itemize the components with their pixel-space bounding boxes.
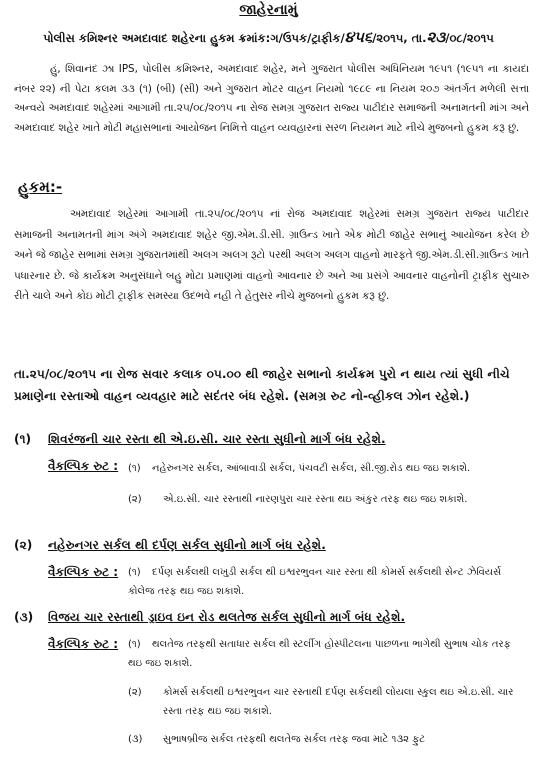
route-3-alt-1 xyxy=(128,635,528,673)
route-3-alt-label: વૈકલ્પિક રુટ : xyxy=(48,637,119,651)
order-day-handwritten: ૨૩ xyxy=(426,28,446,46)
alt-text: દર્પણ સર્કલથી લખુડી સર્કલ થી ઇશ્વરભુવન ચાર રસ્તા થી કોમર્સ સર્કલથી સેન્ટ ઝેવિયર્સ કોલેજ તરફ થઇ જઇ શકાશે. xyxy=(128,567,502,597)
alt-index: (૧) xyxy=(128,567,141,578)
alt-text: થલતેજ તરફથી સતાધાર સર્કલ થી સ્ટર્લીગ હોસ્પીટલના પાછળના ભાગેથી સુભાષ ચોક તરફ થઇ જઇ શકાશે. xyxy=(128,639,511,669)
order-year: /૨૦૧૫, તા. xyxy=(372,31,427,45)
route-1-alt-1 xyxy=(128,459,528,478)
route-3-alt-2-index: (૨) xyxy=(128,687,142,698)
route-1-alt-label: વૈકલ્પિક રુટ : xyxy=(48,459,119,473)
route-3-alt-3-text: સુભાષબ્રીજ સર્કલ તરફથી થલતેજ સર્કલ તરફ જવા માટે ૧૩૨ ફુટ xyxy=(163,734,426,745)
route-3-alt-2-text: કોમર્સ સર્કલથી ઇશ્વરભુવન ચાર રસ્તાથી દર્પણ સર્કલથી લોયલા સ્કુલ થઇ એ.ઇ.સી. ચાર રસ્તા તરફ થઇ જઇ શકાશે. xyxy=(163,687,514,717)
order-prefix: પોલીસ કમિશ્નર અમદાવાદ શહેરના હુકમ ક્રમાંક:ગ/ઉપક/ટ્રાફીક/ xyxy=(43,31,345,45)
hukam-heading: હુકમ:- xyxy=(18,178,63,196)
alt-text: નહેરુનગર સર્કલ, આંબાવાડી સર્કલ, પંચવટી સર્કલ, સી.જી.રોડ થઇ જઇ શકાશે. xyxy=(152,463,471,474)
route-1-alt-2-index: (૨) xyxy=(128,494,142,505)
alt-index: (૧) xyxy=(128,639,141,650)
intro-paragraph: હું, શિવાનંદ ઝા IPS, પોલીસ કમિશ્નર, અમદાવાદ શહેર, મને ગુજરાત પોલીસ અધિનિયમ ૧૯૫૧ (૧૯૫૧ ના કાયદા નંબર ૨૨) ની પેટા કલમ ૩૩ (૧) (બી) (સી) અને ગુજરાત મોટર વાહન નિયમો ૧૯૮૯ ના નિયમ ૨૦૭ અંતર્ગત મળેલી સત્તા અન્વયે અમદાવાદ શહેરમાં આગામી તા.૨૫/૦૮/૨૦૧૫ ના રોજ સમગ્ર ગુજરાત રાજ્ય પાટીદાર સમાજની અનામતની માંગ અને અમદાવાદ શહેર ખાતે મોટી મહાસભાનાં આયોજન નિમિત્તે વાહન વ્યવહારનાં સરળ નિયમન માટે નીચે મુજબનો હુકમ કરૂ છું. xyxy=(14,63,529,134)
route-3-number: (૩) xyxy=(14,610,34,624)
route-2-text: નહેરુનગર સર્કલ થી દર્પણ સર્કલ સુધીનો માર્ગ બંધ રહેશે. xyxy=(48,538,326,552)
order-reference-line xyxy=(0,28,537,46)
document-title: જાહેરનામું xyxy=(239,2,298,18)
route-2-heading xyxy=(14,538,326,553)
route-2-alt-1 xyxy=(128,563,528,601)
route-3-alt-3-index: (૩) xyxy=(128,734,143,745)
route-1-text: શિવરંજની ચાર રસ્તા થી એ.ઇ.સી. ચાર રસ્તા સુધીનો માર્ગ બંધ રહેશે. xyxy=(48,432,386,446)
order-month-year: /૦૮/૨૦૧૫ xyxy=(445,31,494,45)
route-1-heading xyxy=(14,432,386,447)
route-3-heading xyxy=(14,610,405,625)
closure-paragraph: તા.૨૫/૦૮/૨૦૧૫ ના રોજ સવાર કલાક ૦૫.૦૦ થી જાહેર સભાનો કાર્યક્રમ પુરો ન થાય ત્યાં સુધી નીચે પ્રમાણેના રસ્તાઓ વાહન વ્યવહાર માટે સદંતર બંધ રહેશે. (સમગ્ર રુટ નો-વ્હીકલ ઝોન રહેશે.) xyxy=(14,367,510,403)
route-3-text: વિજય ચાર રસ્તાથી ડ્રાઇવ ઇન રોડ થલતેજ સર્કલ સુધીનો માર્ગ બંધ રહેશે. xyxy=(48,610,406,624)
order-body-paragraph: અમદાવાદ શહેરમાં આગામી તા.૨૫/૦૮/૨૦૧૫ નાં રોજ અમદાવાદ શહેરમાં સમગ્ર ગુજરાત રાજ્ય પાટીદાર સમાજની અનામતની માંગ અંગે અમદાવાદ શહેર જી.એમ.ડી.સી. ગ્રાઉન્ડ ખાતે એક મોટી જાહેર સભાનું આયોજન કરેલ છે અને જે જાહેર સભામાં સમગ્ર ગુજરાતમાંથી અલગ અલગ રૂટો પરથી અલગ અલગ વાહનો મારફતે જી.એમ.ડી.સી.ગ્રાઉન્ડ ખાતે પધારનાર છે. જે કાર્યક્રમ અનુસંધાને બહુ મોટા પ્રમાણમાં વાહનો આવનાર છે અને આ પ્રસંગે આવનાર વાહનોની ટ્રાફીક સુચારુ રીતે ચાલે અને કોઇ મોટી ટ્રાફીક સમસ્યા ઉદભવે નહી તે હેતુસર નીચે મુજબનો હુકમ કરૂ છું. xyxy=(14,208,529,302)
route-2-alt-label: વૈકલ્પિક રુટ : xyxy=(48,565,119,579)
route-2-number: (૨) xyxy=(14,538,33,552)
alt-index: (૧) xyxy=(128,463,141,474)
order-number-handwritten: ૪૫૬ xyxy=(344,28,373,46)
route-1-number: (૧) xyxy=(14,432,32,446)
route-1-alt-2-text: એ.ઇ.સી. ચાર રસ્તાથી નારણપુરા ચાર રસ્તા થઇ અંકુર તરફ થઇ જઇ શકાશે. xyxy=(163,494,468,505)
